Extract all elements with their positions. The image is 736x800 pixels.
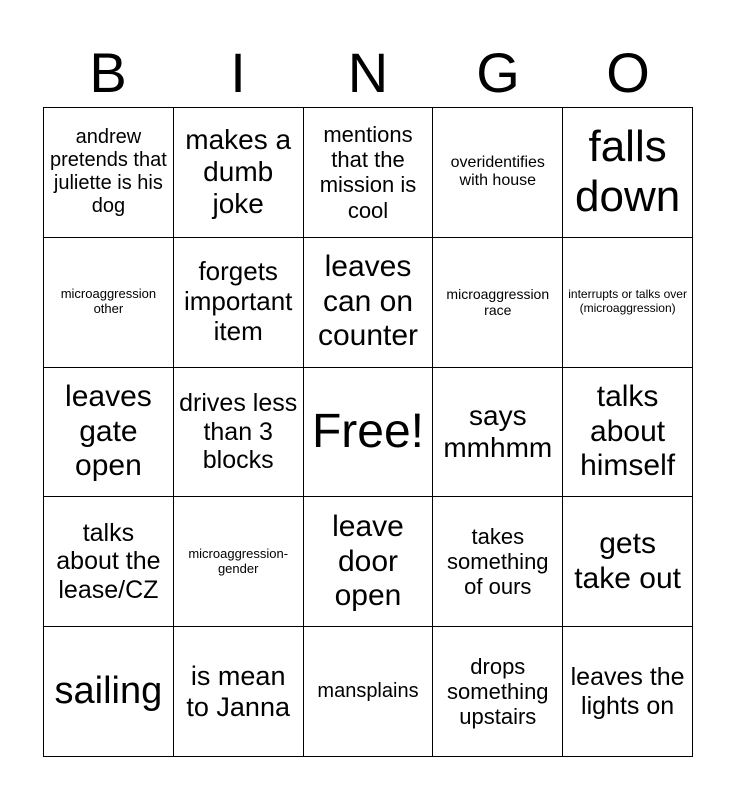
bingo-cell[interactable] [433, 627, 563, 757]
bingo-cell[interactable] [563, 108, 693, 238]
cell-text: andrew pretends that juliette is his dog [50, 126, 167, 218]
cell-text: talks about the lease/CZ [56, 518, 161, 605]
cell-text: leaves can on counter [317, 250, 419, 353]
bingo-cell[interactable] [304, 368, 434, 498]
header-letter: G [476, 41, 520, 104]
cell-text: drives less than 3 blocks [179, 388, 298, 475]
cell-text: talks about himself [580, 380, 676, 483]
bingo-cell[interactable] [304, 238, 434, 368]
bingo-cell[interactable] [433, 368, 563, 498]
cell-text: Free! [311, 405, 424, 459]
cell-text: microaggression other [60, 286, 157, 317]
header-letter: I [230, 41, 246, 104]
header-letter: N [347, 41, 389, 104]
cell-text: leave door open [332, 510, 404, 613]
bingo-cell[interactable] [304, 497, 434, 627]
bingo-cell[interactable] [433, 238, 563, 368]
bingo-cell[interactable] [44, 368, 174, 498]
cell-text: is mean to Janna [186, 660, 290, 722]
cell-text: makes a dumb joke [185, 124, 292, 220]
bingo-cell[interactable] [304, 627, 434, 757]
header-letter: O [606, 41, 650, 104]
cell-text: drops something upstairs [447, 653, 549, 730]
cell-text: gets take out [574, 527, 681, 595]
bingo-cell[interactable] [563, 627, 693, 757]
bingo-cell[interactable] [174, 497, 304, 627]
header-letter: B [89, 41, 127, 104]
bingo-cell[interactable] [304, 108, 434, 238]
cell-text: microaggression-gender [188, 545, 289, 576]
bingo-board [43, 107, 693, 757]
cell-text: falls down [575, 121, 681, 222]
cell-text: mentions that the mission is cool [319, 121, 417, 223]
bingo-cell[interactable] [174, 368, 304, 498]
bingo-cell[interactable] [174, 108, 304, 238]
bingo-cell[interactable] [563, 497, 693, 627]
cell-text: takes something of ours [447, 523, 549, 600]
cell-text: mansplains [317, 680, 419, 703]
bingo-cell[interactable] [44, 108, 174, 238]
bingo-header [43, 40, 693, 106]
bingo-cell[interactable] [44, 497, 174, 627]
bingo-cell[interactable] [174, 627, 304, 757]
bingo-cell[interactable] [44, 238, 174, 368]
cell-text: leaves the lights on [570, 662, 685, 720]
cell-text: microaggression race [446, 286, 550, 319]
bingo-cell[interactable] [174, 238, 304, 368]
bingo-cell[interactable] [433, 497, 563, 627]
cell-text: interrupts or talks over (microaggression) [568, 287, 687, 316]
bingo-cell[interactable] [563, 368, 693, 498]
cell-text: sailing [54, 669, 163, 712]
bingo-cell[interactable] [44, 627, 174, 757]
cell-text: forgets important item [184, 256, 293, 347]
cell-text: overidentifies with house [450, 154, 545, 190]
bingo-cell[interactable] [433, 108, 563, 238]
cell-text: says mmhmm [443, 399, 553, 463]
cell-text: leaves gate open [65, 380, 152, 483]
bingo-cell[interactable] [563, 238, 693, 368]
